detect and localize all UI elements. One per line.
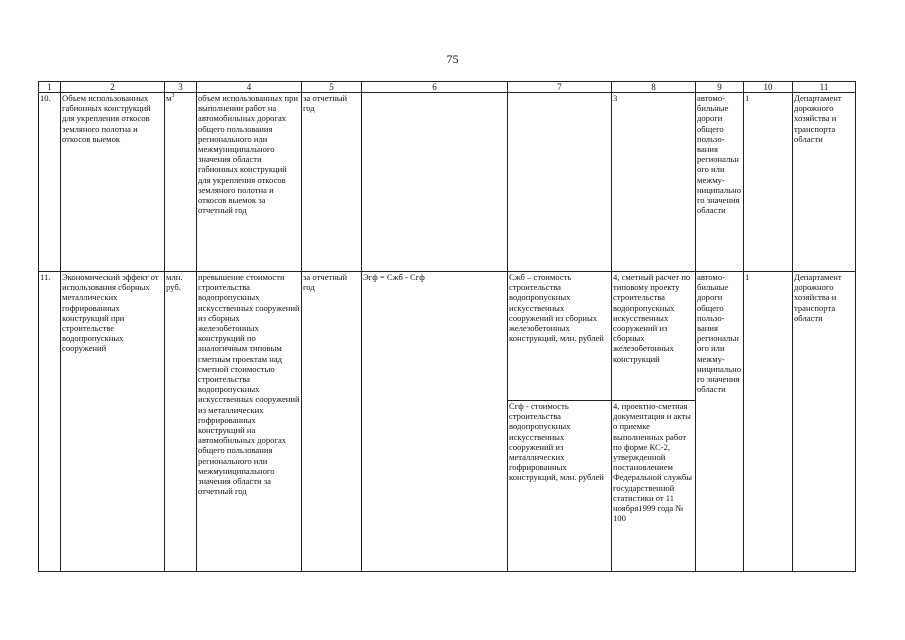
- row-number: 11.: [39, 272, 61, 572]
- col-header-4: 4: [197, 82, 302, 93]
- parameters: [508, 93, 612, 272]
- col-header-8: 8: [612, 82, 696, 93]
- col-header-3: 3: [165, 82, 197, 93]
- formula: Эгф = Сжб - Сгф: [362, 272, 508, 572]
- unit: м: [166, 93, 172, 103]
- unit-superscript: 3: [171, 93, 175, 100]
- scope: автомо-бильные дороги общего пользо-вания регионального или межму-ниципального значения области: [696, 93, 744, 272]
- unit-cell: [165, 93, 197, 272]
- definition: превышение стоимости строительства водопропускных искусственных сооружений из сборных железобетонных конструкций по аналогичным типовым сметным проектам над сметной стоимостью строительства водопропускных искусственных сооружений из металлических гофрированных конструкций на автомобильных дорогах общего пользования регионального или межмуниципального значения области за отчетный год: [197, 272, 302, 572]
- definition: объем использованных при выполнении работ на автомобильных дорогах общего пользования регионального или межмуниципального значения области габионных конструкций для укрепления откосов земляного полотна и откосов выемок за отчетный год: [197, 93, 302, 272]
- col-header-11: 11: [793, 82, 856, 93]
- indicator-name: Экономический эффект от использования сборных металлических гофрированных конструкций при строительстве водопропускных сооружений: [61, 272, 165, 572]
- row-number: 10.: [39, 93, 61, 272]
- responsible: Департамент дорожного хозяйства и транспорта области: [793, 93, 856, 272]
- col-header-1: 1: [39, 82, 61, 93]
- indicators-table: [38, 81, 856, 572]
- col-header-10: 10: [744, 82, 793, 93]
- period: за отчетный год: [302, 93, 362, 272]
- indicator-name: Объем использованных габионных конструкций для укрепления откосов земляного полотна и откосов выемок: [61, 93, 165, 272]
- formula: [362, 93, 508, 272]
- col-header-5: 5: [302, 82, 362, 93]
- data-source-1: 4, сметный расчет по типовому проекту строительства водопропускных искусственных сооружений из сборных железобетонных конструкций: [612, 272, 696, 401]
- col-header-7: 7: [508, 82, 612, 93]
- header-row: [39, 82, 856, 93]
- table-row: [39, 93, 856, 272]
- data-source: 3: [612, 93, 696, 272]
- parameter-1: Сжб – стоимость строительства водопропускных искусственных сооружений из сборных железобетонных конструкций, млн. рублей: [508, 272, 612, 401]
- col10-value: 1: [744, 93, 793, 272]
- scope: автомо-бильные дороги общего пользо-вания регионального или межму-ниципального значения области: [696, 272, 744, 572]
- col10-value: 1: [744, 272, 793, 572]
- responsible: Департамент дорожного хозяйства и транспорта области: [793, 272, 856, 572]
- parameter-2: Сгф - стоимость строительства водопропускных искусственных сооружений из металлических гофрированных конструкций, млн. рублей: [508, 401, 612, 572]
- col-header-2: 2: [61, 82, 165, 93]
- page-number: 75: [446, 52, 459, 66]
- data-source-2: 4, проектно-сметная документация и акты о приемке выполненных работ по форме КС-2, утвержденной постановлением Федеральной службы государственной статистики от 11 ноября1999 года № 100: [612, 401, 696, 572]
- table-row: [39, 272, 856, 401]
- col-header-9: 9: [696, 82, 744, 93]
- col-header-6: 6: [362, 82, 508, 93]
- period: за отчетный год: [302, 272, 362, 572]
- unit: млн. руб.: [165, 272, 197, 572]
